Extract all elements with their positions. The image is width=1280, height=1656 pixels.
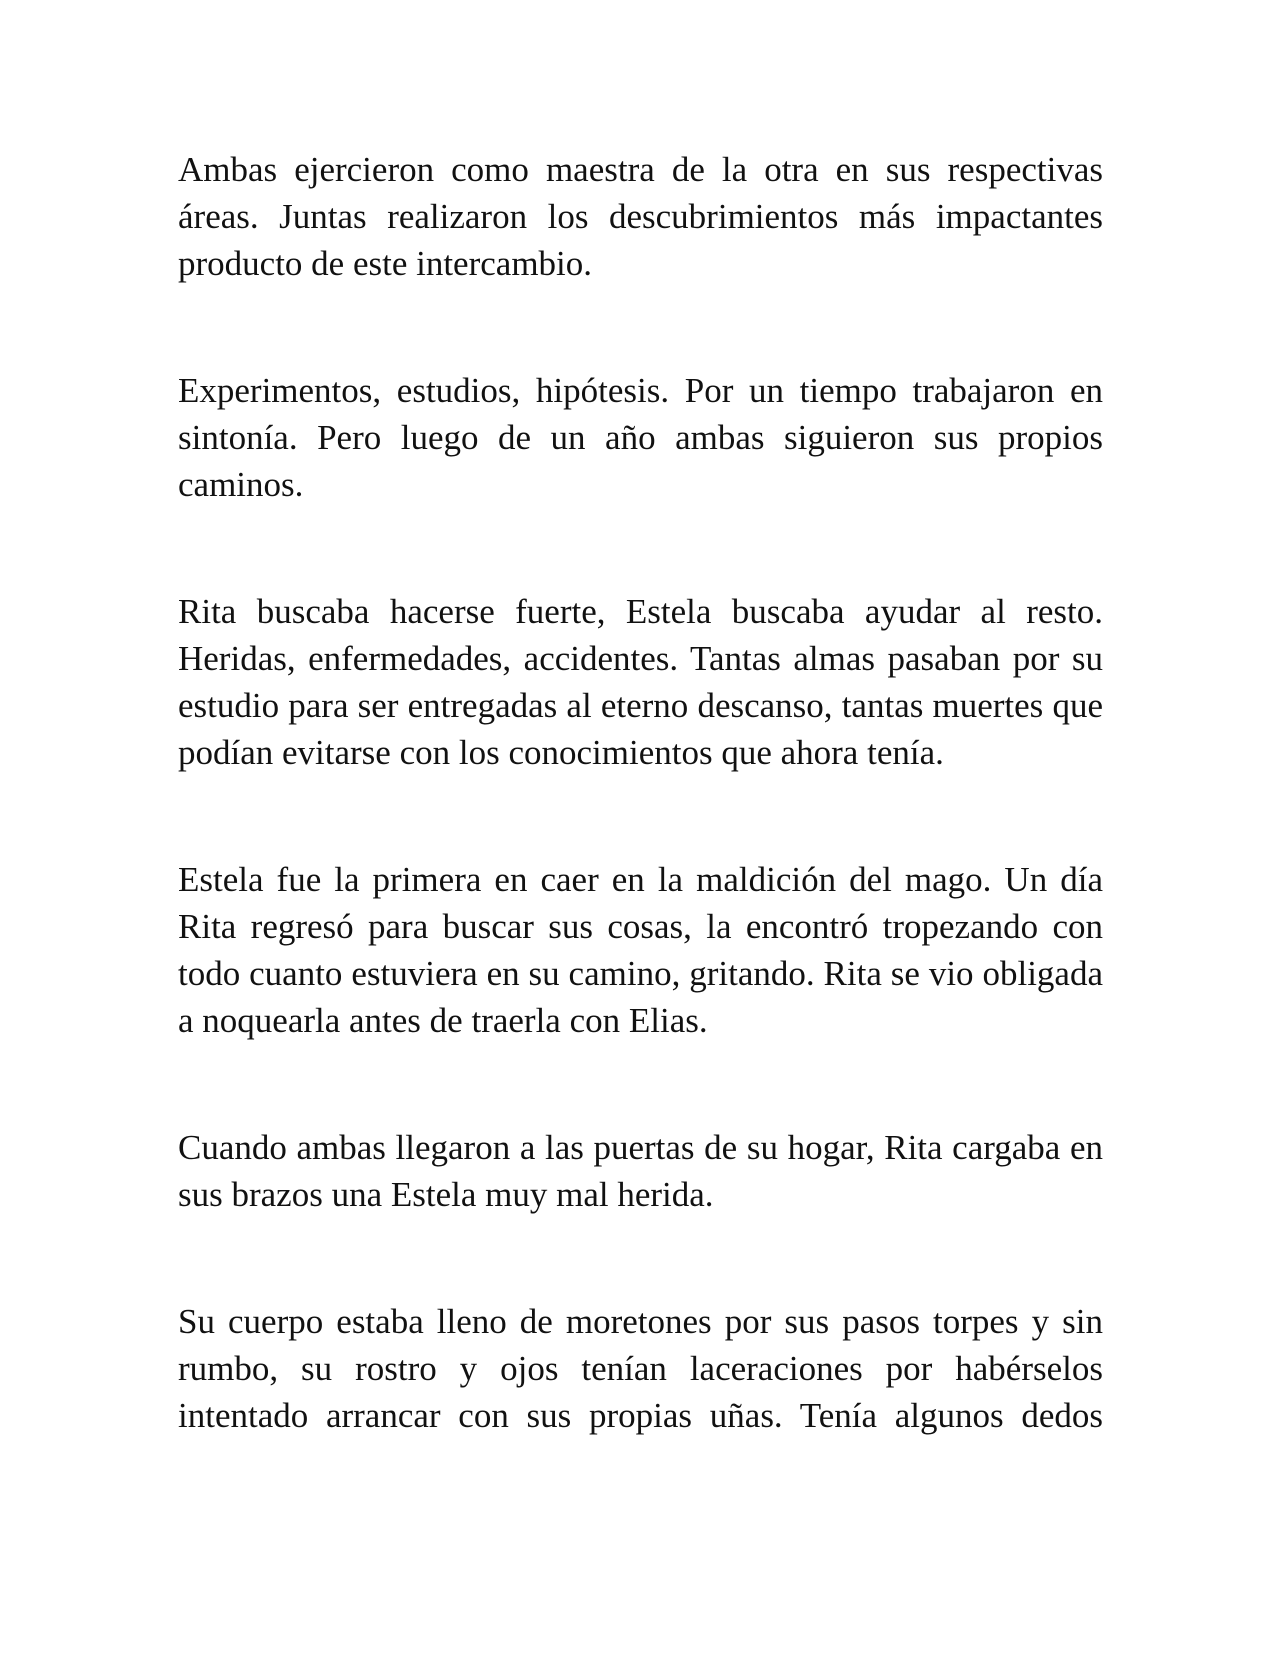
paragraph: Su cuerpo estaba lleno de moretones por sus pasos torpes y sin rumbo, su rostro y ojos tenían laceraciones por habérselos intentado arrancar con sus propias uñas. Tenía algunos dedos [178,1302,1103,1435]
paragraph: Cuando ambas llegaron a las puertas de su hogar, Rita cargaba en sus brazos una Estela muy mal herida. [178,1128,1103,1214]
paragraph: Ambas ejercieron como maestra de la otra en sus respectivas áreas. Juntas realizaron los descubrimientos más impactantes producto de este intercambio. [178,150,1103,283]
body-text [178,146,1103,1439]
paragraph: Rita buscaba hacerse fuerte, Estela buscaba ayudar al resto. Heridas, enfermedades, accidentes. Tantas almas pasaban por su estudio para ser entregadas al eterno descanso, tantas muertes que podían evitarse con los conocimientos que ahora tenía. [178,592,1103,772]
paragraph: Estela fue la primera en caer en la maldición del mago. Un día Rita regresó para buscar sus cosas, la encontró tropezando con todo cuanto estuviera en su camino, gritando. Rita se vio obligada a noquearla antes de traerla con Elias. [178,860,1103,1040]
paragraph: Experimentos, estudios, hipótesis. Por un tiempo trabajaron en sintonía. Pero luego de un año ambas siguieron sus propios caminos. [178,371,1103,504]
